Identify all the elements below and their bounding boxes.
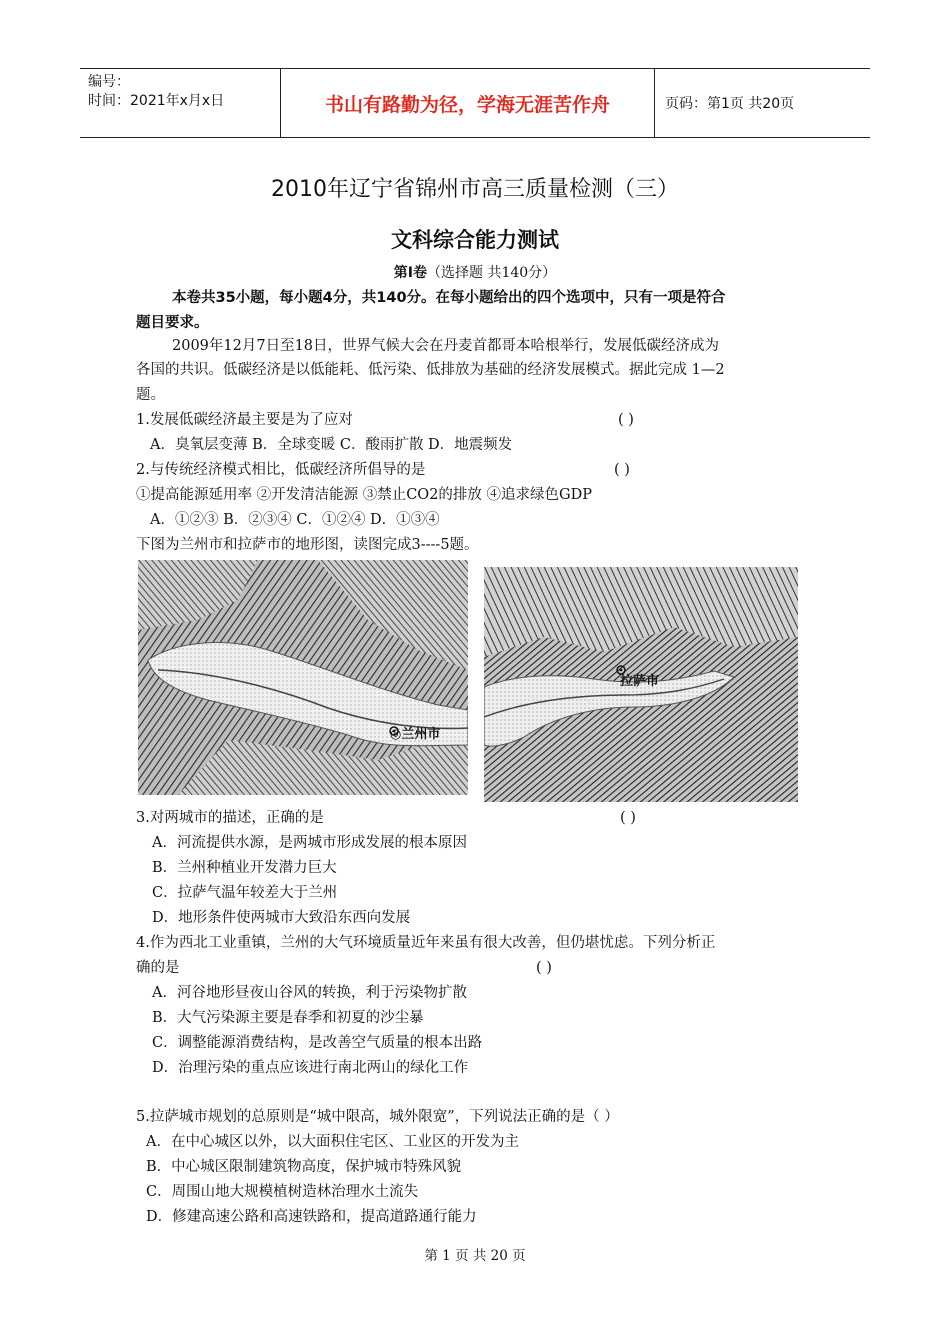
q3-option-b: B．兰州种植业开发潜力巨大 [152, 860, 337, 876]
q4-stem-line-1: 4.作为西北工业重镇，兰州的大气环境质量近年来虽有很大改善，但仍堪忧虑。下列分析正 [136, 935, 716, 951]
instructions-line-1: 本卷共35小题，每小题4分，共140分。在每小题给出的四个选项中，只有一项是符合 [172, 290, 726, 306]
number-label: 编号： [88, 74, 130, 90]
header-table [80, 68, 870, 138]
q3-option-a: A．河流提供水源，是两城市形成发展的根本原因 [152, 835, 467, 851]
lhasa-label: 拉萨市 [620, 674, 660, 689]
intro-line-1: 2009年12月7日至18日，世界气候大会在丹麦首都哥本哈根举行，发展低碳经济成为 [172, 338, 720, 354]
q3-stem: 3.对两城市的描述，正确的是 [136, 810, 324, 826]
section-title [0, 262, 950, 282]
q4-option-c: C．调整能源消费结构，是改善空气质量的根本出路 [152, 1035, 483, 1051]
q2-options: A．①②③ B．②③④ C．①②④ D．①③④ [150, 512, 440, 528]
q5-option-b: B．中心城区限制建筑物高度，保护城市特殊风貌 [146, 1159, 462, 1175]
lanzhou-terrain-map [138, 560, 468, 795]
section-rest: （选择题 共140分） [427, 265, 557, 281]
q4-option-a: A．河谷地形昼夜山谷风的转换，利于污染物扩散 [152, 985, 467, 1001]
q4-bracket: ( ) [536, 960, 552, 976]
q4-option-b: B．大气污染源主要是春季和初夏的沙尘暴 [152, 1010, 424, 1026]
instructions-line-2: 题目要求。 [136, 315, 209, 331]
map-intro: 下图为兰州市和拉萨市的地形图，读图完成3----5题。 [136, 537, 479, 553]
q2-items: ①提高能源延用率 ②开发清洁能源 ③禁止CO2的排放 ④追求绿色GDP [136, 487, 592, 503]
section-bold: 第Ⅰ卷 [393, 265, 428, 281]
q3-option-c: C．拉萨气温年较差大于兰州 [152, 885, 338, 901]
q5-option-a: A．在中心城区以外，以大面积住宅区、工业区的开发为主 [146, 1134, 519, 1150]
exam-subtitle: 文科综合能力测试 [391, 228, 559, 252]
q5-stem: 5.拉萨城市规划的总原则是“城中限高，城外限宽”，下列说法正确的是（ ） [136, 1109, 619, 1125]
q2-stem: 2.与传统经济模式相比，低碳经济所倡导的是 [136, 462, 426, 478]
q5-option-d: D．修建高速公路和高速铁路和，提高道路通行能力 [146, 1209, 477, 1225]
q1-bracket: ( ) [618, 412, 634, 428]
lanzhou-terrain-svg [138, 560, 468, 795]
q3-bracket: ( ) [620, 810, 636, 826]
exam-title: 2010年辽宁省锦州市高三质量检测（三） [271, 177, 679, 202]
q1-stem: 1.发展低碳经济最主要是为了应对 [136, 412, 353, 428]
page-footer: 第 1 页 共 20 页 [424, 1248, 526, 1264]
intro-line-2: 各国的共识。低碳经济是以低能耗、低污染、低排放为基础的经济发展模式。据此完成 1—2 [136, 362, 725, 378]
header-left-cell [80, 69, 280, 137]
page-label: 页码：第1页 共20页 [665, 96, 795, 112]
lhasa-terrain-map [484, 567, 798, 802]
q4-stem-line-2: 确的是 [136, 960, 180, 976]
q4-option-d: D．治理污染的重点应该进行南北两山的绿化工作 [152, 1060, 469, 1076]
q2-bracket: ( ) [614, 462, 630, 478]
time-label: 时间：2021年x月x日 [88, 93, 225, 109]
q5-option-c: C．周围山地大规模植树造林治理水土流失 [146, 1184, 419, 1200]
motto: 书山有路勤为径，学海无涯苦作舟 [280, 69, 655, 137]
intro-line-3: 题。 [136, 387, 165, 403]
q1-options: A．臭氧层变薄 B．全球变暖 C．酸雨扩散 D．地震频发 [150, 437, 513, 453]
q3-option-d: D．地形条件使两城市大致沿东西向发展 [152, 910, 411, 926]
lanzhou-label: ◎兰州市 [390, 727, 441, 742]
